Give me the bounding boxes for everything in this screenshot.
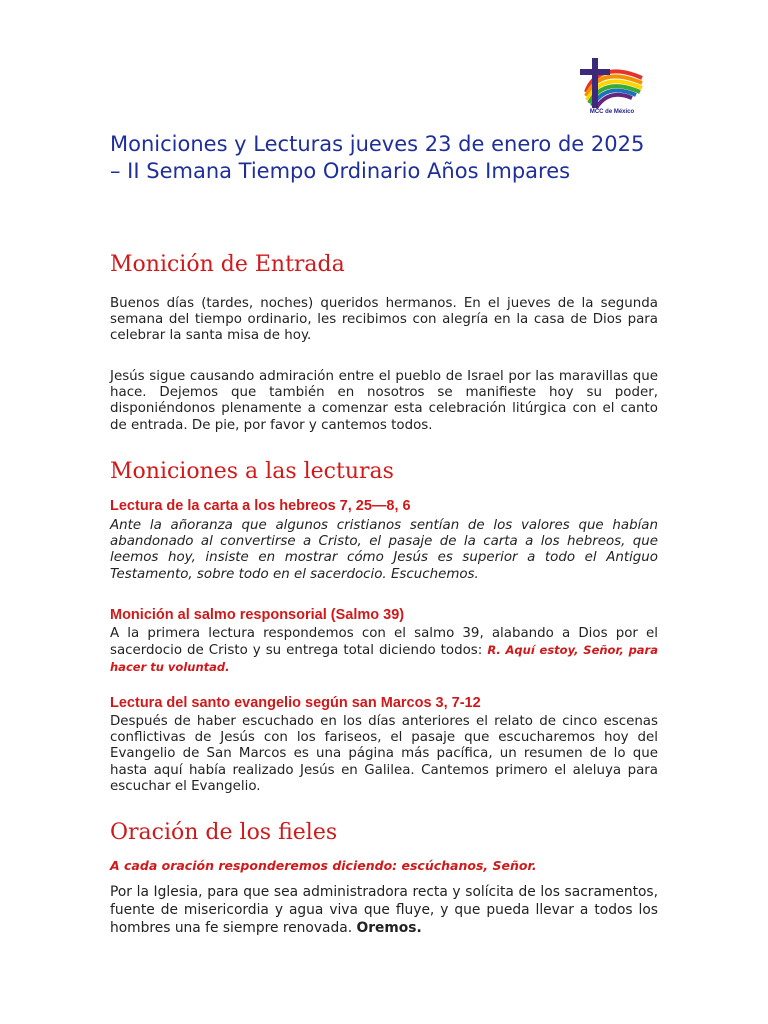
entrada-paragraph-2: Jesús sigue causando admiración entre el pueblo de Israel por las maravillas que hace. Dejemos que también en nosotros se manifieste hoy su poder, disponiéndonos plenamente a comenzar esta celebración litúrgica con el canto de entrada. De pie, por favor y cantemos todos. xyxy=(110,369,658,433)
logo-text: MCC de México xyxy=(589,109,635,115)
heading-oracion-fieles: Oración de los fieles xyxy=(110,820,338,845)
evangelio-text: Después de haber escuchado en los días anteriores el relato de cinco escenas conflictivas de Jesús con los fariseos, el pasaje que escucharemos hoy del Evangelio de San Marcos es una página más pacífica, un resumen de lo que hasta aquí había realizado Jesús en Galilea. Cantemos primero el aleluya para escuchar el Evangelio. xyxy=(110,714,658,794)
lectura-1-text: Ante la añoranza que algunos cristianos sentían de los valores que habían abandonado al convertirse a Cristo, el pasaje de la carta a los hebreos, que leemos hoy, insiste en mostrar cómo Jesús es superior a todo el Antiguo Testamento, sobre todo en el sacerdocio. Escuchemos. xyxy=(110,518,658,582)
salmo-title: Monición al salmo responsorial (Salmo 39) xyxy=(110,607,405,623)
heading-monicion-entrada: Monición de Entrada xyxy=(110,252,345,277)
evangelio-title: Lectura del santo evangelio según san Marcos 3, 7-12 xyxy=(110,695,481,711)
mcc-logo xyxy=(572,52,652,122)
salmo-text-body: A la primera lectura respondemos con el salmo 39, alabando a Dios por el sacerdocio de Cristo y su entrega total diciendo todos: xyxy=(110,626,658,659)
lectura-1-title: Lectura de la carta a los hebreos 7, 25—8, 6 xyxy=(110,498,411,514)
fieles-response: A cada oración responderemos diciendo: escúchanos, Señor. xyxy=(110,858,537,873)
heading-moniciones-lecturas: Moniciones a las lecturas xyxy=(110,459,394,484)
fieles-paragraph-1 xyxy=(110,883,658,937)
page-title: Moniciones y Lecturas jueves 23 de enero de 2025 – II Semana Tiempo Ordinario Años Impares xyxy=(110,132,645,183)
entrada-paragraph-1: Buenos días (tardes, noches) queridos hermanos. En el jueves de la segunda semana del tiempo ordinario, les recibimos con alegría en la casa de Dios para celebrar la santa misa de hoy. xyxy=(110,296,658,344)
fieles-oremos: Oremos. xyxy=(356,920,422,936)
salmo-text xyxy=(110,626,658,677)
cross-rainbow-icon xyxy=(572,52,652,110)
salmo-response: R. Aquí estoy, Señor, para hacer tu voluntad. xyxy=(110,643,658,675)
fieles-paragraph-1-body: Por la Iglesia, para que sea administradora recta y solícita de los sacramentos, fuente de misericordia y agua viva que fluye, y que pueda llevar a todos los hombres una fe siempre renovada. xyxy=(110,884,658,936)
